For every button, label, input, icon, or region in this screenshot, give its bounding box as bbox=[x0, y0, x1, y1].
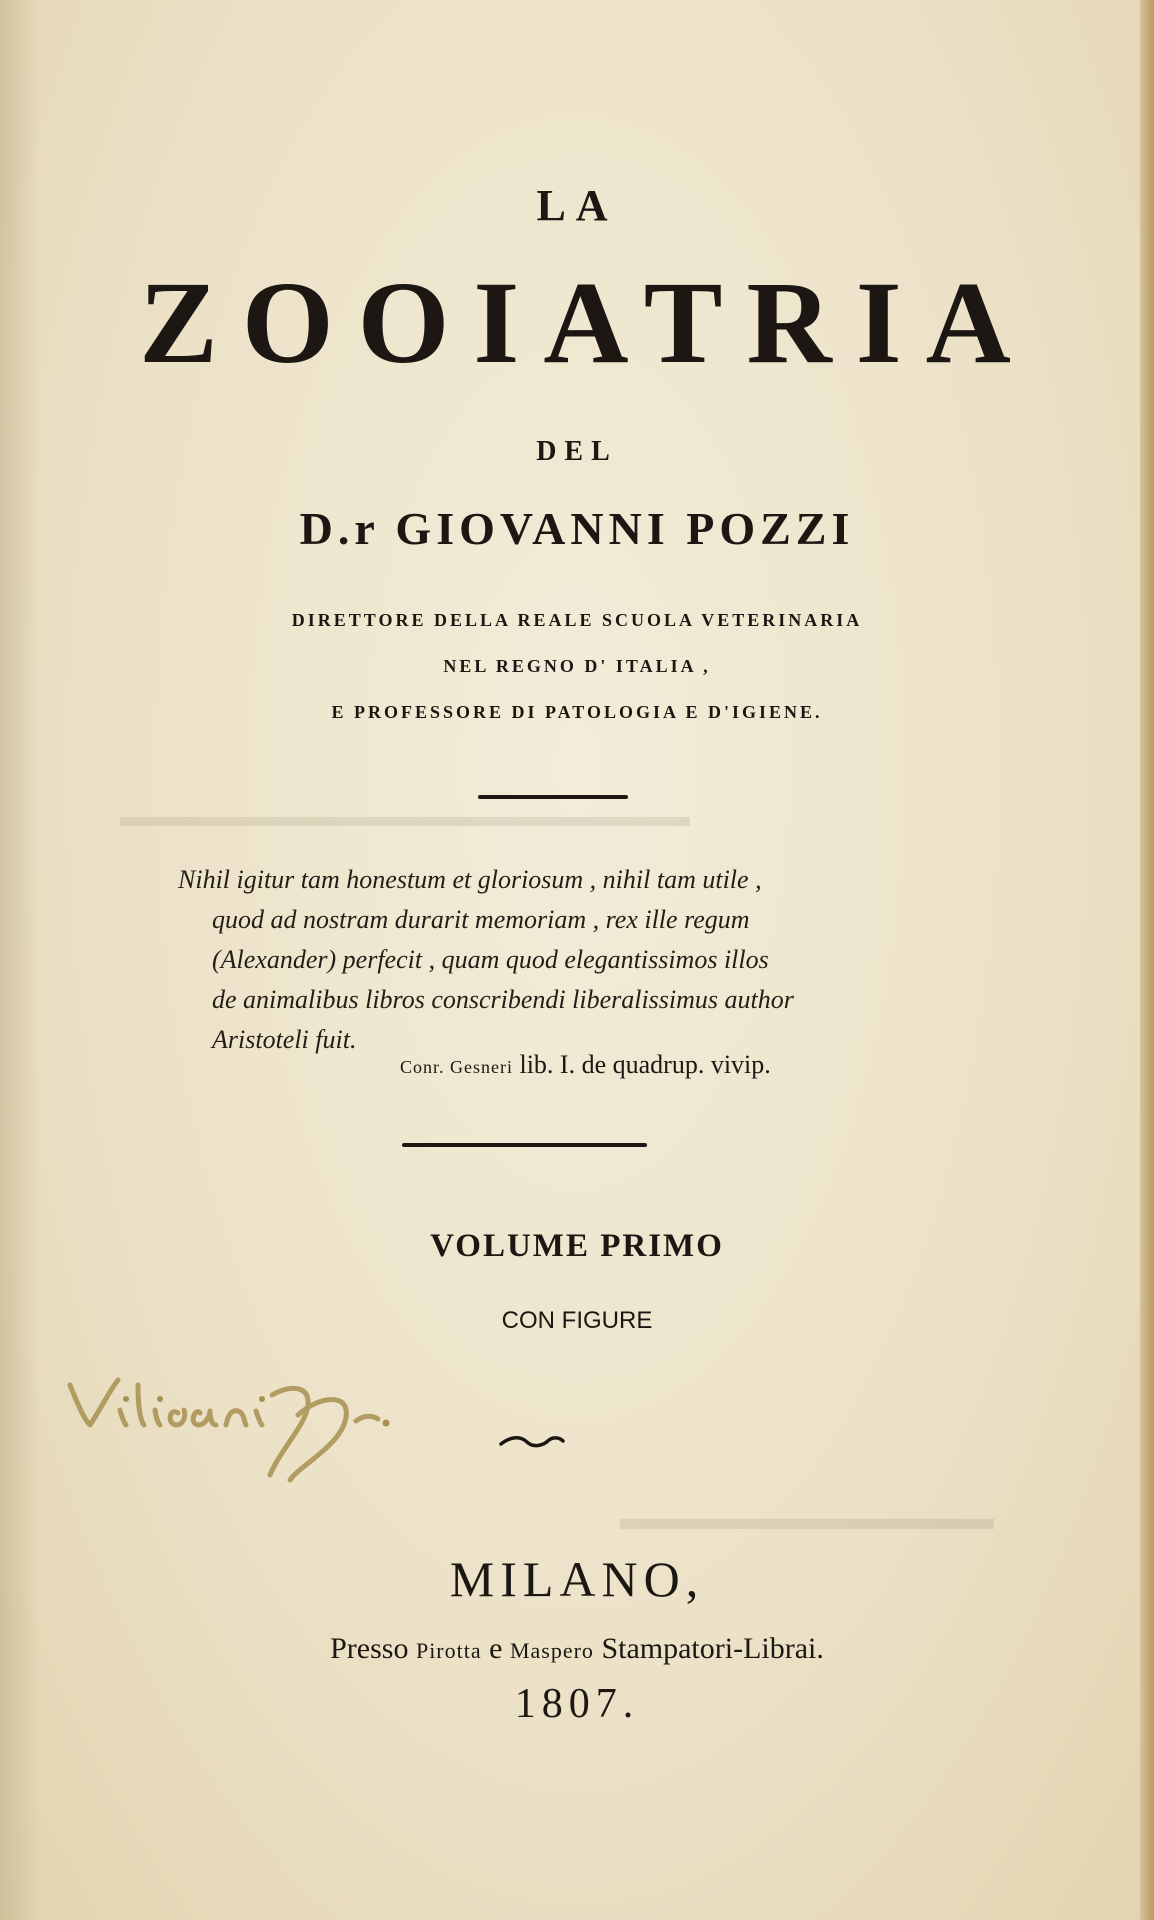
author-credential-line-1: DIRETTORE DELLA REALE SCUOLA VETERINARIA bbox=[291, 610, 863, 630]
author-name: D.r GIOVANNI POZZI bbox=[299, 503, 855, 554]
epigraph-line: quod ad nostram durarit memoriam , rex ille regum bbox=[212, 905, 750, 934]
printer-prefix: Presso bbox=[330, 1632, 409, 1665]
printer-name-2: Maspero bbox=[509, 1638, 594, 1663]
citation-author: Conr. Gesneri bbox=[400, 1057, 513, 1077]
bleed-through-decoration: ▬▬▬▬▬▬▬▬▬▬▬ bbox=[620, 1500, 994, 1537]
imprint-city: MILANO, bbox=[449, 1551, 705, 1607]
printer-suffix: Stampatori-Librai. bbox=[601, 1632, 824, 1665]
epigraph bbox=[178, 860, 978, 1060]
epigraph-line: Aristoteli fuit. bbox=[212, 1025, 357, 1054]
epigraph-citation bbox=[400, 1050, 771, 1080]
author-credential-line-2: NEL REGNO D' ITALIA , bbox=[443, 656, 711, 676]
handwritten-signature bbox=[60, 1355, 420, 1485]
divider-rule-top bbox=[478, 795, 628, 799]
epigraph-line: (Alexander) perfecit , quam quod elegantissimos illos bbox=[212, 945, 769, 974]
book-title: ZOOIATRIA bbox=[139, 257, 1035, 388]
author-credential-line-3: E PROFESSORE DI PATOLOGIA E D'IGIENE. bbox=[331, 702, 823, 722]
ornament-icon bbox=[497, 1432, 567, 1452]
figures-note: CON FIGURE bbox=[501, 1307, 653, 1334]
printer-conjunction: e bbox=[489, 1632, 503, 1665]
imprint-year: 1807. bbox=[514, 1681, 640, 1727]
title-article: LA bbox=[536, 181, 618, 230]
printer-name-1: Pirotta bbox=[415, 1638, 482, 1663]
bleed-through-decoration: ▬▬▬▬▬▬▬▬▬▬▬▬▬▬▬▬▬▬▬ bbox=[120, 800, 690, 833]
author-preposition: DEL bbox=[536, 436, 618, 467]
epigraph-line: Nihil igitur tam honestum et gloriosum , nihil tam utile , bbox=[178, 865, 762, 894]
epigraph-line: de animalibus libros conscribendi liberalissimus author bbox=[212, 985, 794, 1014]
citation-source: lib. I. de quadrup. vivip. bbox=[519, 1050, 771, 1079]
divider-rule-bottom bbox=[402, 1143, 647, 1147]
volume-label: VOLUME PRIMO bbox=[430, 1228, 724, 1264]
imprint-printer bbox=[0, 1632, 1154, 1666]
